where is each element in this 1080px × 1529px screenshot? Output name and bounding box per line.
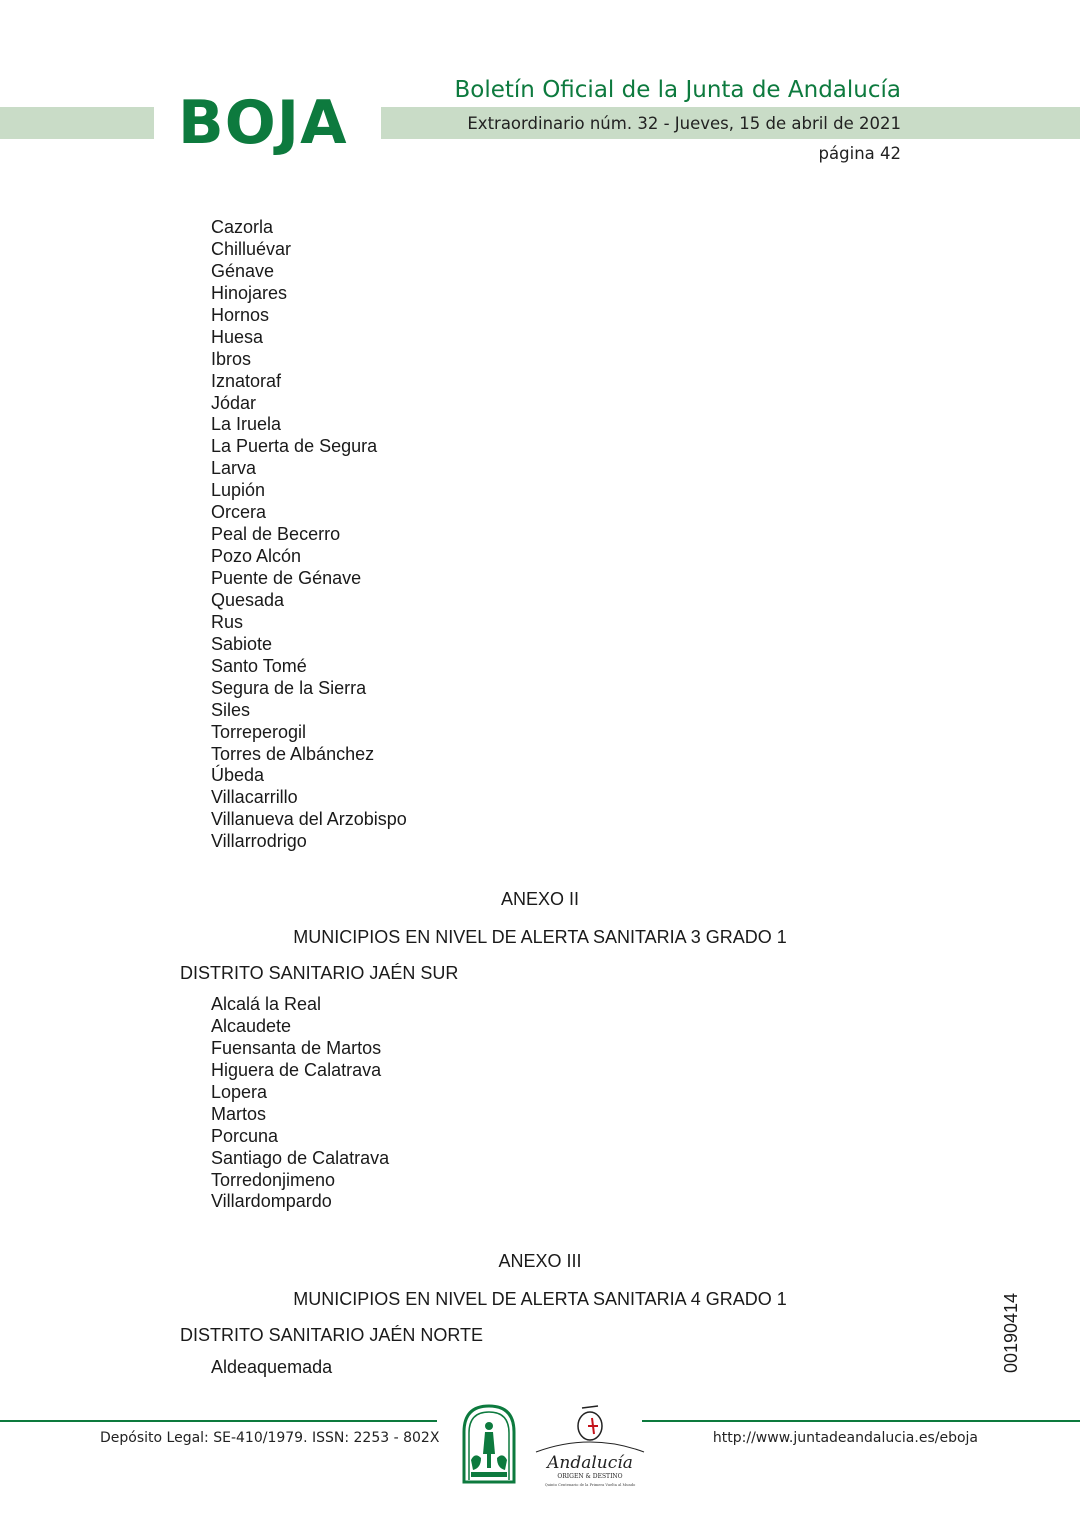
andalucia-logo-text: Andalucía (547, 1453, 633, 1473)
list-item: Villanueva del Arzobispo (211, 809, 407, 830)
andalucia-logo-small: Quinto Centenario de la Primera Vuelta al Mundo (544, 1483, 636, 1487)
list-item: Higuera de Calatrava (211, 1059, 382, 1080)
list-item: Jódar (211, 392, 257, 413)
list-item: Torredonjimeno (211, 1169, 336, 1190)
list-item: Torres de Albánchez (211, 743, 375, 764)
document-code: 00190414 (1001, 1292, 1021, 1374)
andalucia-logo-tagline: ORIGEN & DESTINO (557, 1473, 623, 1480)
header-band-left (0, 107, 154, 139)
list-item: Hornos (211, 304, 270, 325)
list-item: Porcuna (211, 1125, 279, 1146)
annex-iii-subheading: MUNICIPIOS EN NIVEL DE ALERTA SANITARIA 4 GRADO 1 (293, 1289, 787, 1309)
municipality-list-annex-iii (211, 1357, 332, 1379)
bulletin-title: Boletín Oficial de la Junta de Andalucía (454, 77, 901, 103)
footer-url-link[interactable]: http://www.juntadeandalucia.es/eboja (712, 1430, 978, 1446)
district-jaen-sur: DISTRITO SANITARIO JAÉN SUR (180, 963, 459, 983)
annex-ii-subheading: MUNICIPIOS EN NIVEL DE ALERTA SANITARIA 3 GRADO 1 (293, 927, 787, 947)
junta-andalucia-shield-icon (459, 1402, 519, 1486)
list-item: Peal de Becerro (211, 524, 341, 545)
list-item: Sabiote (211, 633, 273, 654)
list-item: La Puerta de Segura (211, 436, 378, 457)
list-item: Siles (211, 699, 251, 720)
list-item: Hinojares (211, 282, 288, 303)
list-item: Alcalá la Real (211, 994, 322, 1014)
list-item: Cazorla (211, 217, 274, 237)
list-item: Quesada (211, 589, 285, 610)
district-jaen-norte: DISTRITO SANITARIO JAÉN NORTE (180, 1325, 484, 1345)
footer-rule-left (0, 1420, 437, 1422)
page-number: página 42 (818, 144, 901, 163)
list-item: Ibros (211, 348, 252, 369)
boja-logo: BOJA (178, 88, 348, 158)
issue-info: Extraordinario núm. 32 - Jueves, 15 de abril de 2021 (467, 114, 901, 133)
list-item: Lopera (211, 1081, 268, 1102)
list-item: Torreperogil (211, 721, 307, 742)
footer-rule-right (642, 1420, 1080, 1422)
list-item: Chilluévar (211, 238, 292, 259)
annex-iii-heading: ANEXO III (498, 1251, 582, 1271)
list-item: Aldeaquemada (211, 1357, 333, 1377)
list-item: Pozo Alcón (211, 546, 302, 567)
list-item: Lupión (211, 480, 266, 501)
list-item: Iznatoraf (211, 370, 282, 391)
list-item: La Iruela (211, 414, 282, 435)
andalucia-origen-destino-logo (532, 1400, 650, 1490)
annex-ii-heading: ANEXO II (500, 889, 580, 909)
list-item: Martos (211, 1103, 267, 1124)
list-item: Alcaudete (211, 1015, 292, 1036)
list-item: Santiago de Calatrava (211, 1147, 390, 1168)
list-item: Villardompardo (211, 1191, 332, 1212)
list-item: Villacarrillo (211, 787, 298, 808)
list-item: Puente de Génave (211, 568, 362, 588)
list-item: Fuensanta de Martos (211, 1037, 382, 1058)
list-item: Úbeda (211, 765, 265, 786)
municipality-list-continued (211, 217, 407, 853)
list-item: Santo Tomé (211, 655, 307, 676)
municipality-list-annex-ii (211, 994, 389, 1213)
list-item: Larva (211, 458, 257, 479)
list-item: Villarrodrigo (211, 831, 307, 852)
legal-deposit: Depósito Legal: SE-410/1979. ISSN: 2253 - 802X (100, 1430, 440, 1446)
list-item: Rus (211, 611, 244, 632)
list-item: Huesa (211, 326, 264, 347)
list-item: Orcera (211, 502, 267, 523)
list-item: Segura de la Sierra (211, 677, 367, 698)
list-item: Génave (211, 260, 275, 281)
